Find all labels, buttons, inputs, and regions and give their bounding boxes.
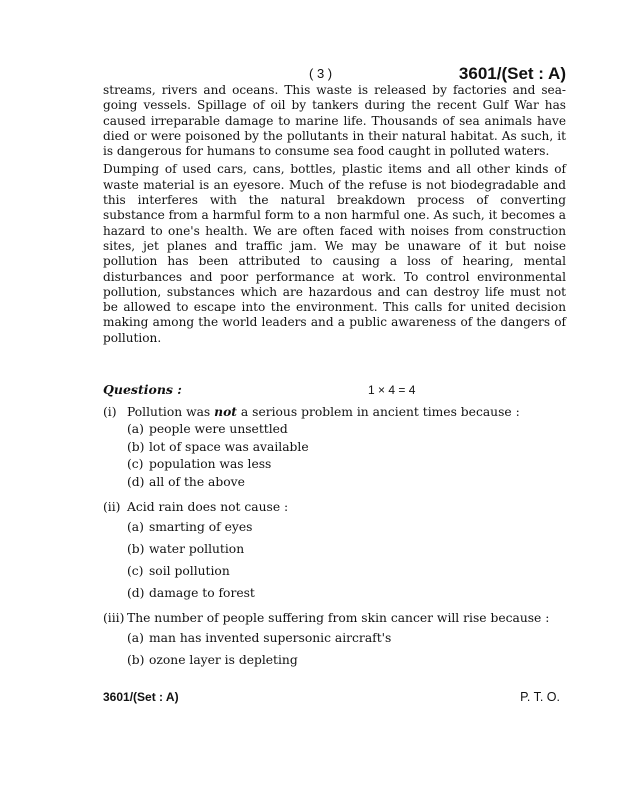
questions-marks: 1 × 4 = 4	[368, 383, 416, 397]
option: (d) damage to forest	[127, 586, 255, 600]
option: (c) population was less	[127, 457, 272, 471]
set-code-header: 3601/(Set : A)	[458, 64, 566, 83]
option: (a) man has invented supersonic aircraft's	[127, 631, 392, 645]
option: (a) smarting of eyes	[127, 520, 253, 534]
question-stem: Pollution was not a serious problem in ancient times because :	[127, 404, 520, 419]
question-number: (i)	[103, 405, 117, 419]
option: (a) people were unsettled	[127, 422, 288, 436]
questions-list	[103, 403, 573, 671]
option: (b) water pollution	[127, 542, 245, 556]
passage	[103, 83, 566, 346]
option: (b) lot of space was available	[127, 439, 309, 454]
question-stem: The number of people suffering from skin cancer will rise because :	[127, 611, 550, 625]
question-3	[103, 609, 573, 671]
question-stem: Acid rain does not cause :	[127, 500, 289, 514]
question-number: (iii)	[103, 611, 125, 625]
emphasis-not: not	[214, 404, 237, 419]
question-2	[103, 498, 573, 604]
footer-pto: P. T. O.	[520, 690, 560, 704]
option: (d) all of the above	[127, 474, 245, 489]
option: (c) soil pollution	[127, 564, 230, 578]
footer-set-code: 3601/(Set : A)	[103, 690, 179, 704]
page-number: ( 3 )	[309, 66, 333, 81]
question-1	[103, 403, 573, 491]
passage-paragraph-1: streams, rivers and oceans. This waste is released by factories and sea-going vessels. Spillage of oil by tankers during the recent Gulf War has caused irreparable damage to marine life. Thousands of sea animals have died or were poisoned by the pollutants in their natural habitat. As such, it is dangerous for humans to consume sea food caught in polluted waters.	[103, 83, 566, 159]
question-number: (ii)	[103, 500, 121, 514]
option: (b) ozone layer is depleting	[127, 653, 298, 667]
questions-title: Questions :	[103, 382, 182, 397]
passage-paragraph-2: Dumping of used cars, cans, bottles, plastic items and all other kinds of waste material is an eyesore. Much of the refuse is not biodegradable and this interferes with the natural breakdown process of converting substance from a harmful form to a non harmful one. As such, it becomes a hazard to one's health. We are often faced with noises from construction sites, jet planes and traffic jam. We may be unaware of it but noise pollution has been attributed to causing a loss of hearing, mental disturbances and poor performance at work. To control environmental pollution, substances which are hazardous and can destroy life must not be allowed to escape into the environment. This calls for united decision making among the world leaders and a public awareness of the dangers of pollution.	[103, 162, 566, 345]
questions-heading	[103, 382, 566, 398]
